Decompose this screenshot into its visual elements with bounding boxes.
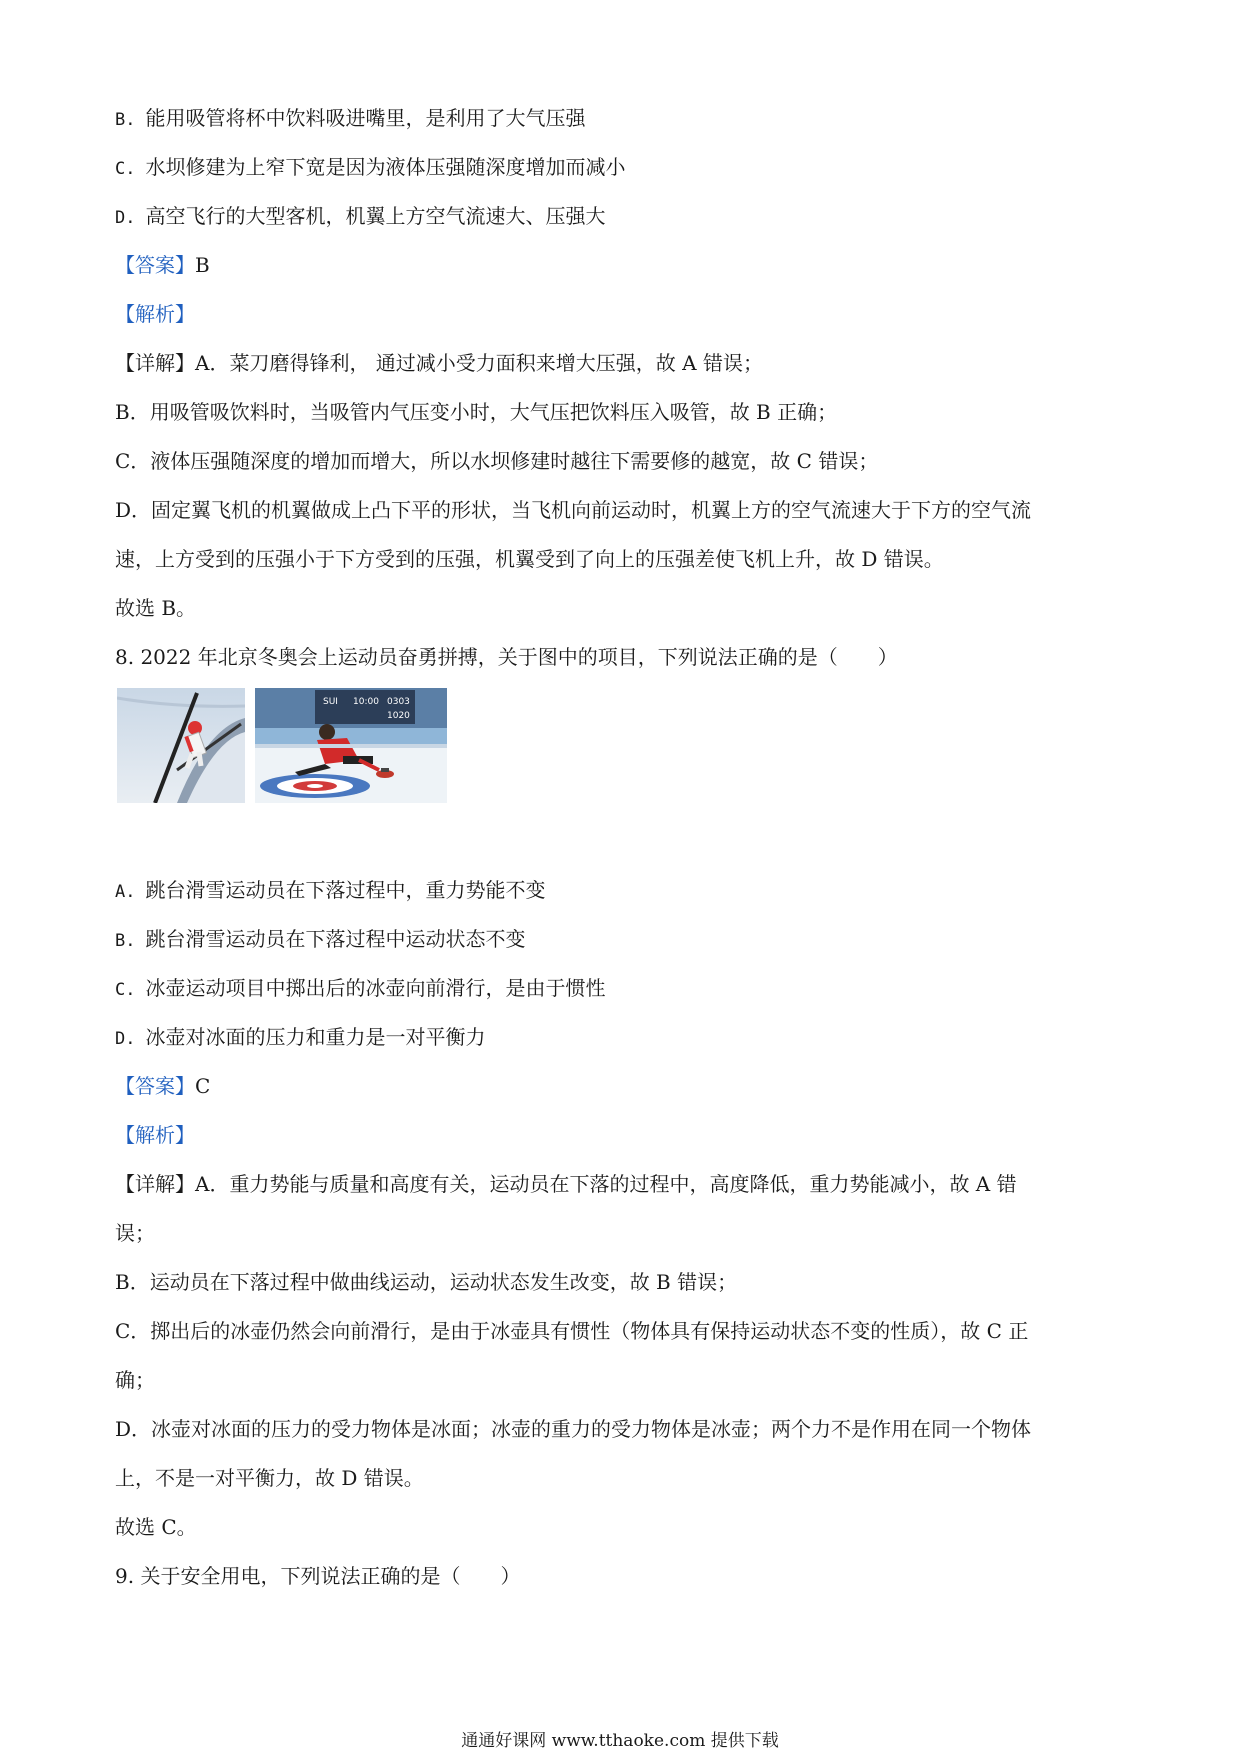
option-text: 高空飞行的大型客机，机翼上方空气流速大、压强大	[145, 204, 606, 228]
q7-option-c	[115, 155, 625, 181]
answer-label: 【答案】	[115, 253, 195, 277]
option-letter: D.	[115, 1029, 136, 1049]
footer-source: 通通好课网 www.tthaoke.com 提供下载	[461, 1731, 779, 1751]
scoreboard-team: SUI	[323, 697, 338, 707]
option-text: 跳台滑雪运动员在下落过程中运动状态不变	[145, 927, 526, 951]
q8-detail-line	[115, 1172, 1017, 1196]
q8-analysis-heading	[115, 1123, 195, 1147]
detail-label: 【详解】	[115, 351, 195, 375]
q8-detail-line: 确；	[115, 1368, 155, 1392]
q7-analysis-heading	[115, 302, 195, 326]
q9-stem: 9. 关于安全用电，下列说法正确的是（ ）	[115, 1564, 521, 1588]
detail-label: 【详解】	[115, 1172, 195, 1196]
ski-jump-photo	[117, 688, 245, 803]
scoreboard-score-1: 0303	[387, 697, 410, 707]
q7-detail-line: D．固定翼飞机的机翼做成上凸下平的形状，当飞机向前运动时，机翼上方的空气流速大于下方的空气流	[115, 498, 1032, 522]
option-letter: C.	[115, 980, 136, 1000]
detail-text: A．菜刀磨得锋利， 通过减小受力面积来增大压强，故 A 错误；	[195, 351, 763, 375]
option-letter: A.	[115, 882, 136, 902]
option-letter: B.	[115, 110, 136, 130]
q7-detail-line: C．液体压强随深度的增加而增大，所以水坝修建时越往下需要修的越宽，故 C 错误；	[115, 449, 879, 473]
q7-detail-line: 速，上方受到的压强小于下方受到的压强，机翼受到了向上的压强差使飞机上升，故 D 错误。	[115, 547, 944, 571]
q8-stem: 8. 2022 年北京冬奥会上运动员奋勇拼搏，关于图中的项目，下列说法正确的是（ ）	[115, 645, 898, 669]
q8-conclusion: 故选 C。	[115, 1515, 197, 1539]
q7-answer	[115, 253, 210, 277]
q8-option-d	[115, 1025, 485, 1051]
q8-option-c	[115, 976, 605, 1002]
option-letter: D.	[115, 208, 136, 228]
option-text: 跳台滑雪运动员在下落过程中，重力势能不变	[145, 878, 546, 902]
curling-photo	[255, 688, 447, 803]
option-letter: B.	[115, 931, 136, 951]
q8-detail-line: 上，不是一对平衡力，故 D 错误。	[115, 1466, 424, 1490]
q8-detail-line: C．掷出后的冰壶仍然会向前滑行，是由于冰壶具有惯性（物体具有保持运动状态不变的性质），故 C 正	[115, 1319, 1029, 1343]
q7-conclusion: 故选 B。	[115, 596, 197, 620]
q7-option-b	[115, 106, 585, 132]
answer-label: 【答案】	[115, 1074, 195, 1098]
analysis-label: 【解析】	[115, 302, 195, 326]
q8-detail-line: D．冰壶对冰面的压力的受力物体是冰面；冰壶的重力的受力物体是冰壶；两个力不是作用在同一个物体	[115, 1417, 1032, 1441]
q7-detail-line: B．用吸管吸饮料时，当吸管内气压变小时，大气压把饮料压入吸管，故 B 正确；	[115, 400, 838, 424]
answer-value: C	[195, 1074, 211, 1098]
scoreboard-time: 10:00	[353, 697, 379, 707]
analysis-label: 【解析】	[115, 1123, 195, 1147]
q8-option-a	[115, 878, 545, 904]
q8-answer	[115, 1074, 210, 1098]
option-text: 冰壶对冰面的压力和重力是一对平衡力	[145, 1025, 486, 1049]
option-text: 能用吸管将杯中饮料吸进嘴里，是利用了大气压强	[145, 106, 586, 130]
q7-option-d	[115, 204, 605, 230]
option-text: 水坝修建为上窄下宽是因为液体压强随深度增加而减小	[145, 155, 626, 179]
q8-detail-line: 误；	[115, 1221, 155, 1245]
q8-option-b	[115, 927, 525, 953]
q8-figure	[117, 688, 447, 803]
q7-detail-line	[115, 351, 763, 375]
answer-value: B	[195, 253, 210, 277]
option-text: 冰壶运动项目中掷出后的冰壶向前滑行，是由于惯性	[145, 976, 606, 1000]
q8-detail-line: B．运动员在下落过程中做曲线运动，运动状态发生改变，故 B 错误；	[115, 1270, 738, 1294]
scoreboard-score-2: 1020	[387, 711, 410, 721]
detail-text: A．重力势能与质量和高度有关，运动员在下落的过程中，高度降低，重力势能减小，故 A 错	[195, 1172, 1017, 1196]
option-letter: C.	[115, 159, 136, 179]
